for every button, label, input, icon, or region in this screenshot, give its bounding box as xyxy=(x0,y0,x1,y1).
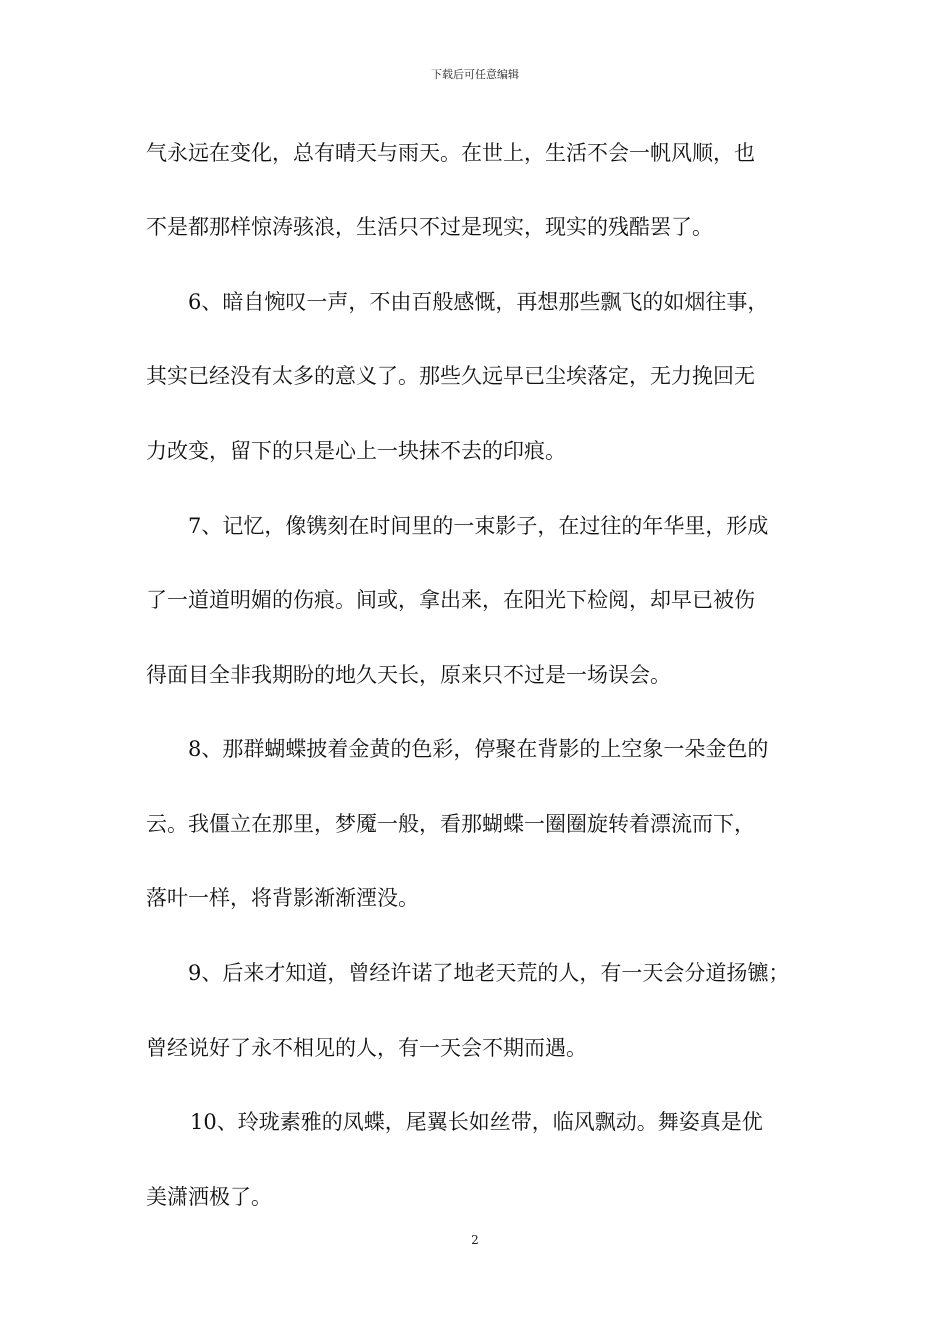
text-line: 力改变，留下的只是心上一块抹不去的印痕。 xyxy=(146,439,566,463)
text-line: 落叶一样，将背影渐渐湮没。 xyxy=(146,886,419,910)
text-line: 气永远在变化，总有晴天与雨天。在世上，生活不会一帆风顺，也 xyxy=(146,141,755,165)
text-line: 曾经说好了永不相见的人，有一天会不期而遇。 xyxy=(146,1036,587,1060)
page-number: 2 xyxy=(471,1233,479,1247)
paragraph-start-line: 10、玲珑素雅的凤蝶，尾翼长如丝带，临风飘动。舞姿真是优 xyxy=(190,1110,763,1134)
text-line: 得面目全非我期盼的地久天长，原来只不过是一场误会。 xyxy=(146,663,671,687)
text-line: 其实已经没有太多的意义了。那些久远早已尘埃落定，无力挽回无 xyxy=(146,364,755,388)
paragraph-start-line: 7、记忆，像镌刻在时间里的一束影子，在过往的年华里，形成 xyxy=(188,514,769,538)
paragraph-start-line: 8、那群蝴蝶披着金黄的色彩，停聚在背影的上空象一朵金色的 xyxy=(188,737,769,761)
paragraph-start-line: 9、后来才知道，曾经许诺了地老天荒的人，有一天会分道扬镳； xyxy=(188,961,790,985)
text-line: 了一道道明媚的伤痕。间或，拿出来，在阳光下检阅，却早已被伤 xyxy=(146,588,755,612)
paragraph-start-line: 6、暗自惋叹一声，不由百般感慨，再想那些飘飞的如烟往事， xyxy=(188,290,769,314)
text-line: 不是都那样惊涛骇浪，生活只不过是现实，现实的残酷罢了。 xyxy=(146,215,713,239)
page-header: 下载后可任意编辑 xyxy=(431,68,519,81)
text-line: 云。我僵立在那里，梦魇一般，看那蝴蝶一圈圈旋转着漂流而下， xyxy=(146,812,755,836)
text-line: 美潇洒极了。 xyxy=(146,1185,272,1209)
